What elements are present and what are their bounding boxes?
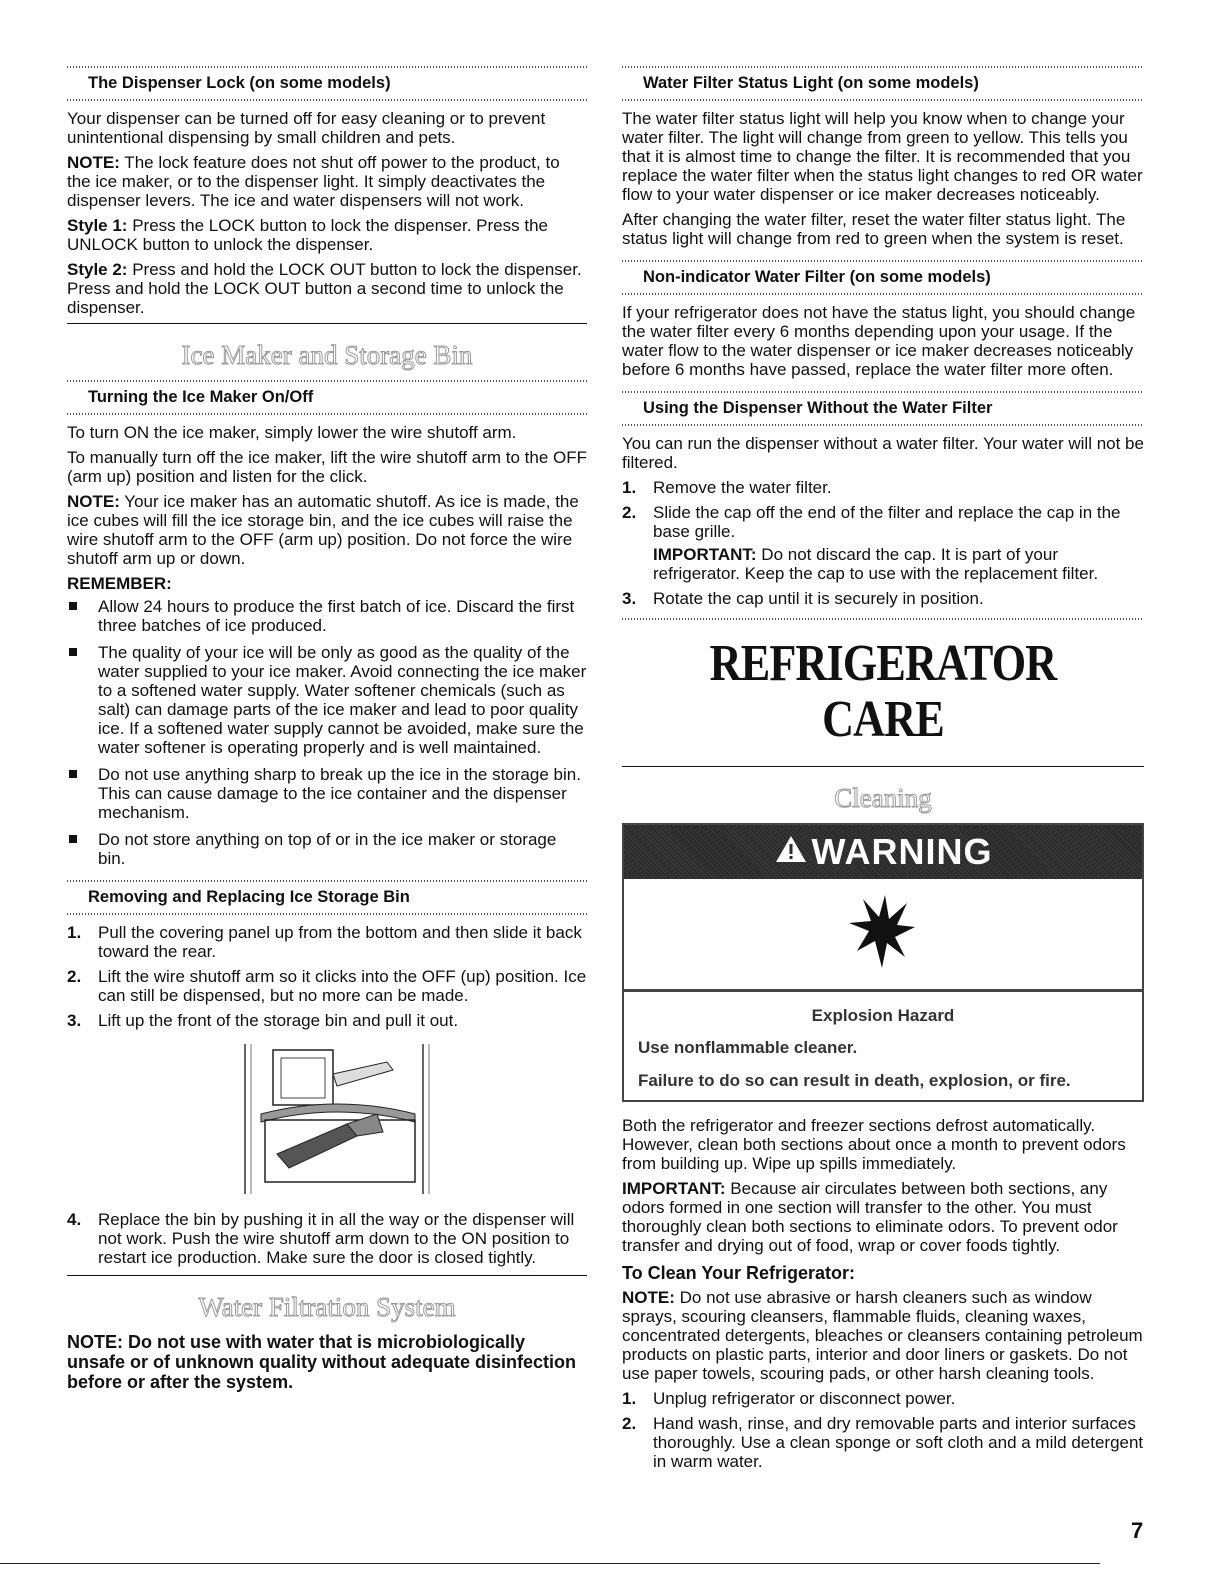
step-text: Replace the bin by pushing it in all the way or the dispenser will not work. Push the wire shutoff arm down to the ON position to restart ice production. Make sure the door is closed tightly. xyxy=(98,1210,575,1267)
turning-note xyxy=(67,492,587,568)
list-item xyxy=(67,830,587,868)
water-filtration-note: NOTE: Do not use with water that is microbiologically unsafe or of unknown quality without adequate disinfection before or after the system. xyxy=(67,1332,577,1392)
without-filter-p1: You can run the dispenser without a water filter. Your water will not be filtered. xyxy=(622,434,1144,472)
remember-label: REMEMBER: xyxy=(67,574,172,593)
water-filtration-section-title: Water Filtration System xyxy=(198,1292,456,1322)
right-column xyxy=(622,66,1144,1479)
important-label: IMPORTANT: xyxy=(622,1179,726,1198)
cleaning-note xyxy=(622,1288,1144,1383)
step-number: 3. xyxy=(67,1011,82,1030)
ice-bin-drawing xyxy=(237,1044,437,1194)
lock-intro: Your dispenser can be turned off for easy cleaning or to prevent unintentional dispensing by small children and pets. xyxy=(67,109,546,147)
lock-style-2 xyxy=(67,260,587,317)
list-item xyxy=(67,1011,587,1030)
step-text: Slide the cap off the end of the filter and replace the cap in the base grille. xyxy=(653,503,1121,541)
important-note xyxy=(653,545,1144,583)
list-item xyxy=(622,1389,1144,1408)
warning-box xyxy=(622,823,1144,1102)
step-text: Unplug refrigerator or disconnect power. xyxy=(653,1389,956,1408)
to-clean-heading: To Clean Your Refrigerator: xyxy=(622,1263,856,1283)
turning-p1: To turn ON the ice maker, simply lower the wire shutoff arm. xyxy=(67,423,517,442)
non-indicator-p1: If your refrigerator does not have the status light, you should change the water filter every 6 months depending upon your usage. If the water flow to the water dispenser or ice maker decreases noticeably before 6 months have passed, replace the water filter more often. xyxy=(622,303,1136,379)
style1-label: Style 1: xyxy=(67,216,128,235)
step-text: Remove the water filter. xyxy=(653,478,832,497)
list-item xyxy=(67,765,587,822)
cleaning-steps xyxy=(622,1389,1144,1471)
list-item xyxy=(67,1210,587,1267)
remember-list xyxy=(67,597,587,868)
note-text: Your ice maker has an automatic shutoff. As ice is made, the ice cubes will fill the ice storage bin, and the ice cubes will raise the wire shutoff arm to the OFF (arm up) position. Do not force the wire shutoff arm up or down. xyxy=(67,492,579,568)
lock-style-1 xyxy=(67,216,587,254)
bullet-icon xyxy=(69,835,77,843)
style2-text: Press and hold the LOCK OUT button to lock the dispenser. Press and hold the LOCK OUT button a second time to unlock the dispenser. xyxy=(67,260,582,317)
status-p2: After changing the water filter, reset the water filter status light. The status light will change from red to green when the system is reset. xyxy=(622,210,1126,248)
list-item xyxy=(67,597,587,635)
bullet-text: Allow 24 hours to produce the first batch of ice. Discard the first three batches of ice produced. xyxy=(98,597,575,635)
step-text: Lift up the front of the storage bin and pull it out. xyxy=(98,1011,459,1030)
note-label: NOTE: xyxy=(67,153,120,172)
explosion-icon xyxy=(847,893,917,973)
non-indicator-heading: Non-indicator Water Filter (on some models) xyxy=(622,260,1144,295)
list-item xyxy=(67,643,587,757)
step-number: 2. xyxy=(67,967,82,986)
without-filter-steps xyxy=(622,478,1144,608)
list-item xyxy=(622,478,1144,497)
turning-ice-maker-heading: Turning the Ice Maker On/Off xyxy=(67,380,587,415)
list-item xyxy=(622,589,1144,608)
ice-bin-illustration xyxy=(237,1044,437,1194)
explosion-icon-area xyxy=(624,879,1142,992)
list-item xyxy=(67,967,587,1005)
step-number: 1. xyxy=(67,923,82,942)
list-item xyxy=(67,923,587,961)
step-number: 1. xyxy=(622,1389,637,1408)
warning-line-2: Failure to do so can result in death, explosion, or fire. xyxy=(638,1071,1071,1090)
bullet-icon xyxy=(69,602,77,610)
status-p1: The water filter status light will help you know when to change your water filter. The light will change from green to yellow. This tells you that it is almost time to change the filter. It is recommended that you replace the water filter when the status light changes to red OR water flow to your water dispenser or ice maker decreases noticeably. xyxy=(622,109,1143,204)
bullet-icon xyxy=(69,770,77,778)
step-number: 3. xyxy=(622,589,637,608)
step-number: 2. xyxy=(622,1414,637,1433)
warning-banner xyxy=(624,825,1142,879)
turning-p2: To manually turn off the ice maker, lift the wire shutoff arm to the OFF (arm up) position and listen for the click. xyxy=(67,448,587,486)
warning-triangle-icon xyxy=(774,831,808,873)
important-text: Because air circulates between both sections, any odors formed in one section will transfer to the other. You must thoroughly clean both sections to eliminate odors. To prevent odor transfer and drying out of food, wrap or cover foods tightly. xyxy=(622,1179,1118,1255)
warning-label: WARNING xyxy=(811,831,993,872)
bullet-icon xyxy=(69,648,77,656)
step-text: Pull the covering panel up from the bottom and then slide it back toward the rear. xyxy=(98,923,582,961)
step-number: 2. xyxy=(622,503,637,522)
dispenser-lock-heading: The Dispenser Lock (on some models) xyxy=(67,66,587,101)
hazard-title: Explosion Hazard xyxy=(811,1006,955,1025)
note-label: NOTE: xyxy=(622,1288,675,1307)
important-text: Do not discard the cap. It is part of your refrigerator. Keep the cap to use with the replacement filter. xyxy=(653,545,1099,583)
style1-text: Press the LOCK button to lock the dispenser. Press the UNLOCK button to unlock the dispenser. xyxy=(67,216,548,254)
bullet-text: The quality of your ice will be only as good as the quality of the water supplied to your ice maker. Avoid connecting the ice maker to a softened water supply. Water softener chemicals (such as salt) can damage parts of the ice maker and lead to poor quality ice. If a softened water supply cannot be avoided, make sure the water softener is operating properly and is well maintained. xyxy=(98,643,587,757)
status-light-heading: Water Filter Status Light (on some models) xyxy=(622,66,1144,101)
step-number: 1. xyxy=(622,478,637,497)
removing-steps xyxy=(67,923,587,1030)
step-text: Lift the wire shutoff arm so it clicks into the OFF (up) position. Ice can still be dispensed, but no more can be made. xyxy=(98,967,587,1005)
note-text: Do not use abrasive or harsh cleaners such as window sprays, scouring cleansers, flammable fluids, cleaning waxes, concentrated detergents, bleaches or cleansers containing petroleum products on plastic parts, interior and door liners or gaskets. Do not use paper towels, scouring pads, or other harsh cleaning tools. xyxy=(622,1288,1143,1383)
list-item xyxy=(622,503,1144,583)
removing-step-4 xyxy=(67,1210,587,1267)
list-item xyxy=(622,1414,1144,1471)
bullet-text: Do not use anything sharp to break up the ice in the storage bin. This can cause damage to the ice container and the dispenser mechanism. xyxy=(98,765,581,822)
step-number: 4. xyxy=(67,1210,82,1229)
removing-bin-heading: Removing and Replacing Ice Storage Bin xyxy=(67,880,587,915)
refrigerator-care-title: REFRIGERATOR CARE xyxy=(709,635,1057,748)
ice-maker-section-title: Ice Maker and Storage Bin xyxy=(181,340,473,370)
warning-text xyxy=(624,992,1142,1100)
cleaning-section-title: Cleaning xyxy=(834,783,932,813)
lock-note xyxy=(67,153,587,210)
note-label: NOTE: xyxy=(67,492,120,511)
important-label: IMPORTANT: xyxy=(653,545,757,564)
note-text: The lock feature does not shut off power to the product, to the ice maker, or to the dispenser light. It simply deactivates the dispenser levers. The ice and water dispensers will not work. xyxy=(67,153,560,210)
cleaning-p1: Both the refrigerator and freezer sections defrost automatically. However, clean both sections about once a month to prevent odors from building up. Wipe up spills immediately. xyxy=(622,1116,1126,1173)
bullet-text: Do not store anything on top of or in the ice maker or storage bin. xyxy=(98,830,557,868)
bottom-rule xyxy=(0,1563,1100,1564)
page-number: 7 xyxy=(1131,1518,1144,1543)
step-text: Rotate the cap until it is securely in position. xyxy=(653,589,984,608)
warning-line-1: Use nonflammable cleaner. xyxy=(638,1038,858,1057)
style2-label: Style 2: xyxy=(67,260,128,279)
cleaning-important xyxy=(622,1179,1144,1255)
left-column xyxy=(67,66,587,1398)
step-text: Hand wash, rinse, and dry removable parts and interior surfaces thoroughly. Use a clean sponge or soft cloth and a mild detergent in warm water. xyxy=(653,1414,1144,1471)
without-filter-heading: Using the Dispenser Without the Water Filter xyxy=(622,391,1144,426)
